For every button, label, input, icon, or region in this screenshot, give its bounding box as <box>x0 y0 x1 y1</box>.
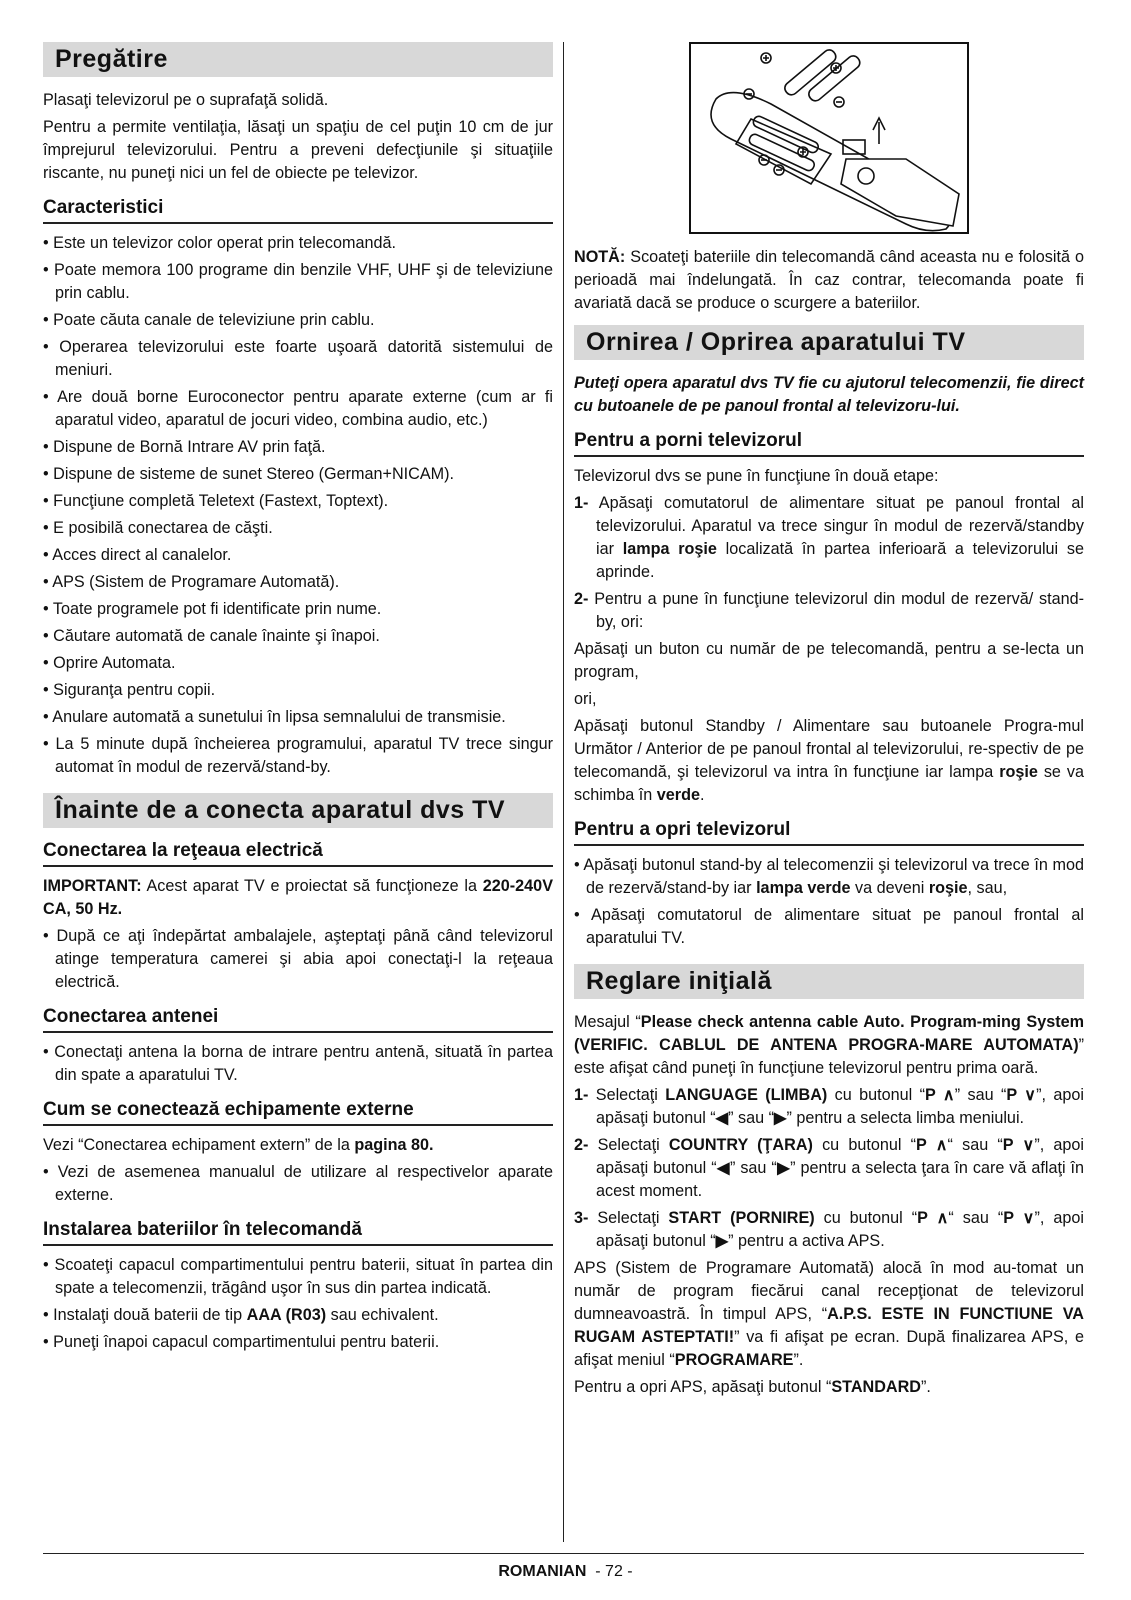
right-column <box>574 42 1084 1403</box>
list-item: • Toate programele pot fi identificate prin nume. <box>43 598 553 621</box>
paragraph: Plasaţi televizorul pe o suprafaţă solidă. <box>43 91 329 109</box>
list-item: • Funcţiune completă Teletext (Fastext, Toptext). <box>43 490 553 513</box>
page-footer <box>0 1563 1131 1581</box>
remote-battery-illustration <box>689 42 969 234</box>
list-item: • Oprire Automata. <box>43 652 553 675</box>
step-1: 1- Apăsaţi comutatorul de alimentare situat pe panoul frontal al televizorului. Aparatul va trece singur în modul de rezervă/standby iar lampa roşie localizată în partea inferioară a televizorului se aprinde. <box>574 494 1084 581</box>
intro-paragraph: Puteţi opera aparatul dvs TV fie cu ajutorul telecomenzii, fie direct cu butoanele de pe panoul frontal al televizoru-lui. <box>574 374 1084 415</box>
list-item: • Anulare automată a sunetului în lipsa semnalului de transmisie. <box>43 706 553 729</box>
right-arrow-icon: ▶ <box>776 1159 791 1177</box>
list-item: • Scoateţi capacul compartimentului pentru baterii, situat în partea din spate a telecomenzii, trăgând uşor în sus din partea indicată. <box>43 1254 553 1300</box>
paragraph: Televizorul dvs se pune în funcţiune în două etape: <box>574 467 939 485</box>
subsection-title-porni: Pentru a porni televizorul <box>574 430 1084 457</box>
page-number: - 72 - <box>586 1563 633 1580</box>
p-down-icon: P ∨ <box>1006 1086 1037 1104</box>
list-item: • Puneţi înapoi capacul compartimentului pentru baterii. <box>43 1331 553 1354</box>
footer-language: ROMANIAN <box>498 1563 587 1580</box>
features-list <box>43 232 553 779</box>
important-label: IMPORTANT: <box>43 877 142 895</box>
step-3: 3- Selectaţi START (PORNIRE) cu butonul “P ∧“ sau “P ∨”, apoi apăsaţi butonul “▶” pentru a activa APS. <box>574 1209 1084 1250</box>
paragraph: Pentru a opri APS, apăsaţi butonul “STANDARD”. <box>574 1378 931 1396</box>
paragraph: Apăsaţi un buton cu număr de pe telecomandă, pentru a se-lecta un program, <box>574 640 1084 681</box>
section-title-ornirea: Ornirea / Oprirea aparatului TV <box>574 325 1084 360</box>
list-item: • Poate memora 100 programe din benzile VHF, UHF şi de televiziune prin cablu. <box>43 259 553 305</box>
subsection-title-caracteristici: Caracteristici <box>43 197 553 224</box>
list-item: • Dispune de sisteme de sunet Stereo (German+NICAM). <box>43 463 553 486</box>
list-item: • Dispune de Bornă Intrare AV prin faţă. <box>43 436 553 459</box>
right-arrow-icon: ▶ <box>715 1232 729 1250</box>
paragraph: Apăsaţi butonul Standby / Alimentare sau butoanele Progra-mul Următor / Anterior de pe panoul frontal al televizorului, re-spectiv de pe telecomandă, şi televizorul va intra în funcţiune iar lampa roşie se va schimba în verde. <box>574 717 1084 804</box>
section-title-reglare: Reglare iniţială <box>574 964 1084 999</box>
paragraph: Mesajul “Please check antenna cable Auto. Program-ming System (VERIFIC. CABLUL DE ANTENA PROGRA-MARE AUTOMATA)” este afişat când puneţi în funcţiune televizorul pentru prima oară. <box>574 1013 1084 1077</box>
list-item: • Conectaţi antena la borna de intrare pentru antenă, situată în partea din spate a aparatului TV. <box>43 1041 553 1087</box>
list-item: • APS (Sistem de Programare Automată). <box>43 571 553 594</box>
list-item: • Apăsaţi comutatorul de alimentare situat pe panoul frontal al aparatului TV. <box>574 904 1084 950</box>
list-item: • Instalaţi două baterii de tip AAA (R03) sau echivalent. <box>43 1304 553 1327</box>
remote-control-icon <box>691 44 967 232</box>
paragraph: ori, <box>574 690 597 708</box>
list-item: • Siguranţa pentru copii. <box>43 679 553 702</box>
left-column <box>43 42 553 1358</box>
subsection-title-antena: Conectarea antenei <box>43 1006 553 1033</box>
left-arrow-icon: ◀ <box>716 1159 730 1177</box>
list-item: • Operarea televizorului este foarte uşoară datorită sistemului de meniuri. <box>43 336 553 382</box>
subsection-title-baterii: Instalarea bateriilor în telecomandă <box>43 1219 553 1246</box>
list-item: • După ce aţi îndepărtat ambalajele, aşteptaţi până când televizorul atinge temperatura camerei şi abia apoi conectaţi-l la reţeaua electrică. <box>43 925 553 994</box>
list-item: • Vezi de asemenea manualul de utilizare al respectivelor aparate externe. <box>43 1161 553 1207</box>
step-1: 1- Selectaţi LANGUAGE (LIMBA) cu butonul “P ∧” sau “P ∨”, apoi apăsaţi butonul “◀” sau “▶” pentru a selecta limba meniului. <box>574 1086 1084 1127</box>
note-label: NOTĂ: <box>574 248 626 266</box>
p-down-icon: P ∨ <box>1002 1136 1035 1154</box>
list-item: • Este un televizor color operat prin telecomandă. <box>43 232 553 255</box>
note-paragraph: NOTĂ: Scoateţi bateriile din telecomandă când aceasta nu e folosită o perioadă mai îndelungată. În caz contrar, telecomanda poate fi avariată dacă se produce o scurgere a bateriilor. <box>574 248 1084 312</box>
list-item: • Apăsaţi butonul stand-by al telecomenzii şi televizorul va trece în mod de rezervă/stand-by iar lampa verde va deveni roşie, sau, <box>574 854 1084 900</box>
p-up-icon: P ∧ <box>917 1209 949 1227</box>
p-up-icon: P ∧ <box>916 1136 948 1154</box>
left-arrow-icon: ◀ <box>715 1109 729 1127</box>
list-item: • Poate căuta canale de televiziune prin cablu. <box>43 309 553 332</box>
paragraph: APS (Sistem de Programare Automată) alocă în mod au-tomat un număr de program fiecărui canal recepţionat de televizorul dumneavoastră. În timpul APS, “A.P.S. ESTE IN FUNCTIUNE VA RUGAM ASTEPTATI!” va fi afişat pe ecran. După finalizarea APS, e afişat meniul “PROGRAMARE”. <box>574 1259 1084 1369</box>
section-title-inainte: Înainte de a conecta aparatul dvs TV <box>43 793 553 828</box>
footer-divider <box>43 1553 1084 1554</box>
right-arrow-icon: ▶ <box>774 1109 787 1127</box>
column-divider <box>563 42 564 1542</box>
step-2: 2- Selectaţi COUNTRY (ŢARA) cu butonul “P ∧“ sau “P ∨”, apoi apăsaţi butonul “◀” sau “▶” pentru a selecta ţara în care vă aflaţi în acest moment. <box>574 1136 1084 1200</box>
list-item: • La 5 minute după încheierea programului, aparatul TV trece singur automat în modul de rezervă/stand-by. <box>43 733 553 779</box>
list-item: • Are două borne Euroconector pentru aparate externe (cum ar fi aparatul video, aparatul de jocuri video, combina audio, etc.) <box>43 386 553 432</box>
p-down-icon: P ∨ <box>1003 1209 1035 1227</box>
subsection-title-retea: Conectarea la reţeaua electrică <box>43 840 553 867</box>
important-note: IMPORTANT: Acest aparat TV e proiectat să funcţioneze la 220-240V CA, 50 Hz. <box>43 877 553 918</box>
section-title-pregatire: Pregătire <box>43 42 553 77</box>
subsection-title-externe: Cum se conectează echipamente externe <box>43 1099 553 1126</box>
paragraph: Vezi “Conectarea echipament extern” de la pagina 80. <box>43 1136 434 1154</box>
p-up-icon: P ∧ <box>925 1086 955 1104</box>
voltage-value: 220-240V CA, 50 Hz. <box>43 877 553 918</box>
subsection-title-opri: Pentru a opri televizorul <box>574 819 1084 846</box>
paragraph: Pentru a permite ventilaţia, lăsaţi un spaţiu de cel puţin 10 cm de jur împrejurul televizorului. Pentru a preveni defecţiunile şi situaţiile riscante, nu puneţi nici un fel de obiecte pe televizor. <box>43 118 553 182</box>
step-2: 2- Pentru a pune în funcţiune televizorul din modul de rezervă/ stand-by, ori: <box>574 590 1084 631</box>
page-reference: pagina 80. <box>354 1136 434 1154</box>
list-item: • Căutare automată de canale înainte şi înapoi. <box>43 625 553 648</box>
list-item: • E posibilă conectarea de căşti. <box>43 517 553 540</box>
list-item: • Acces direct al canalelor. <box>43 544 553 567</box>
